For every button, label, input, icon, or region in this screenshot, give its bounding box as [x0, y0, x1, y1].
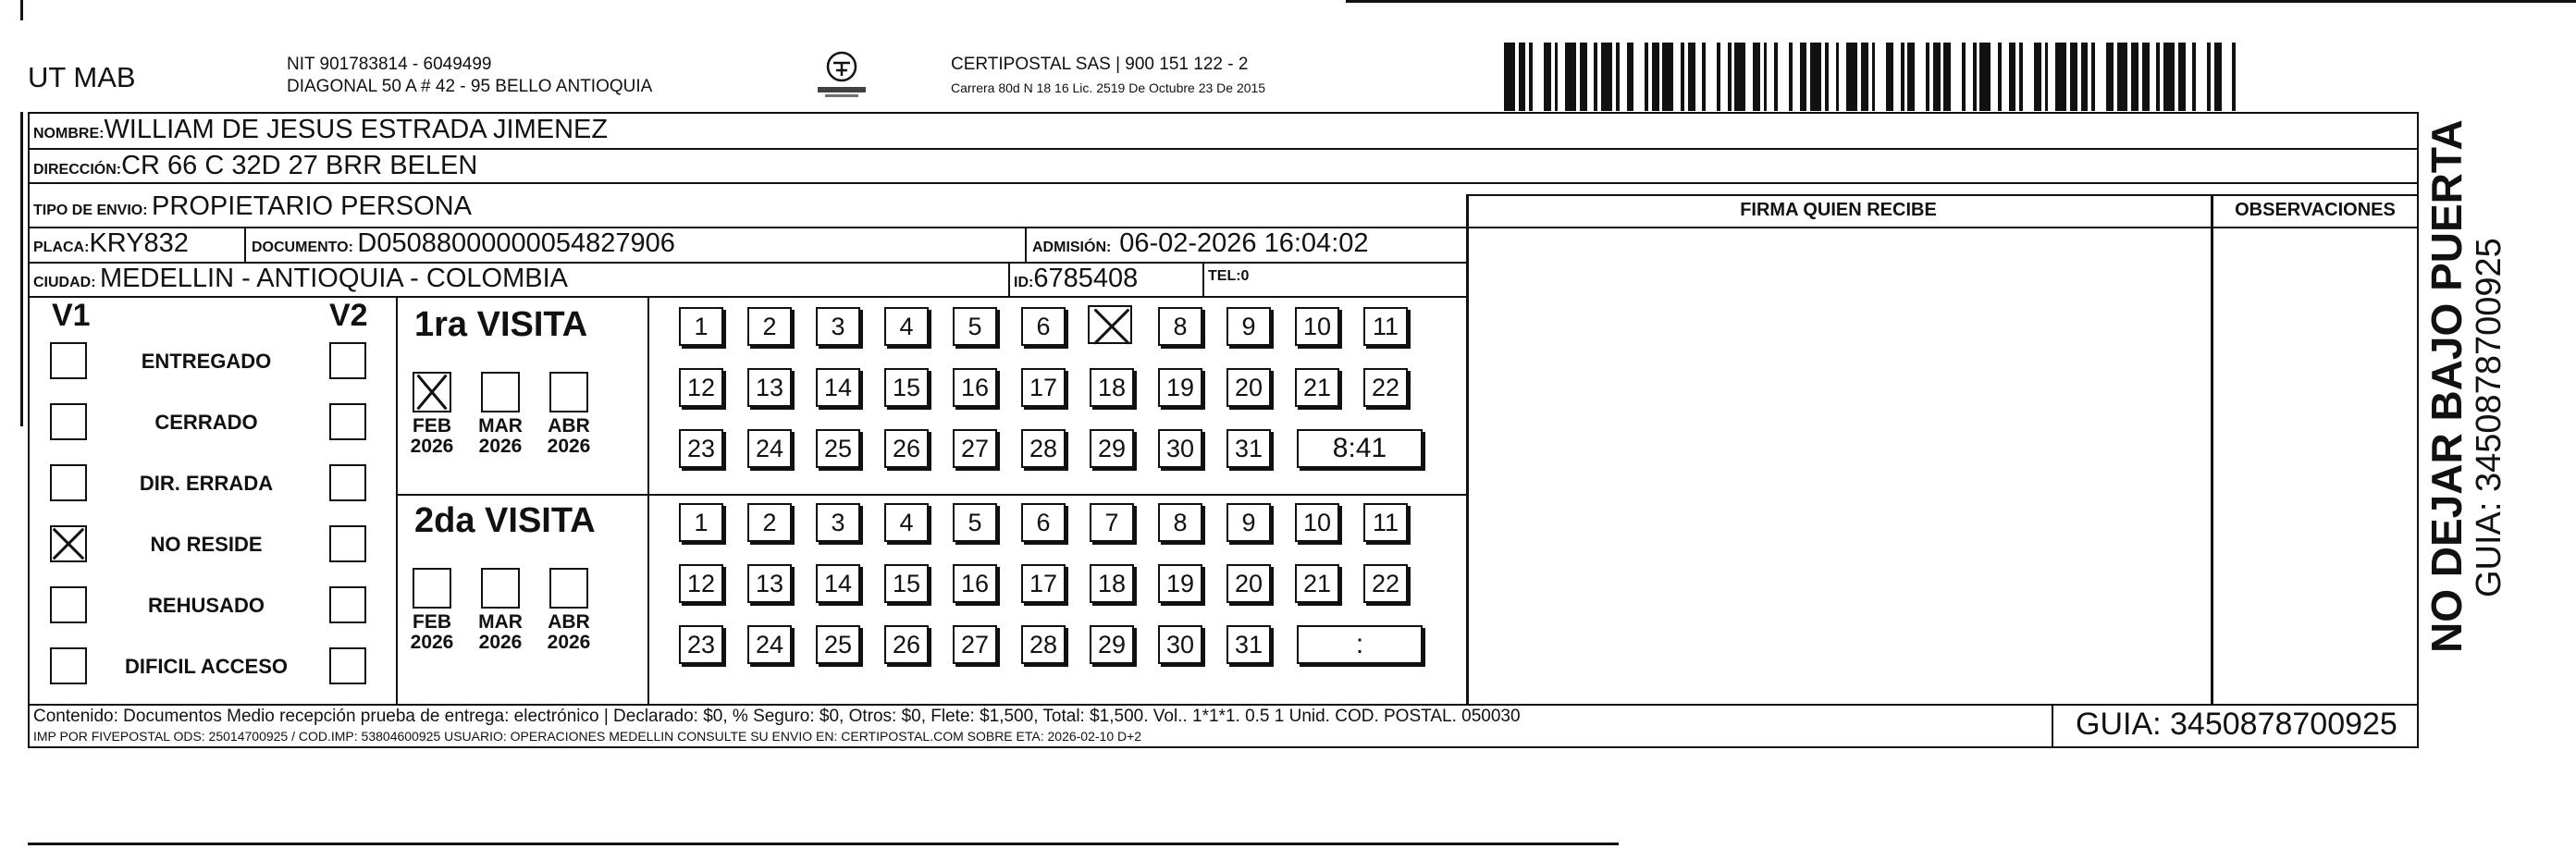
- day-box[interactable]: 19: [1158, 564, 1202, 603]
- day-box[interactable]: 24: [747, 625, 792, 664]
- barcode-bar: [1673, 43, 1681, 111]
- day-box[interactable]: 23: [679, 625, 723, 664]
- day-box[interactable]: 7: [1090, 503, 1134, 542]
- v1-checkbox[interactable]: [50, 586, 87, 623]
- month-checkbox[interactable]: [549, 372, 588, 412]
- plate-divider: [244, 227, 246, 262]
- day-box[interactable]: 5: [953, 503, 997, 542]
- day-box[interactable]: 17: [1021, 368, 1066, 407]
- barcode-bar: [1580, 43, 1587, 111]
- day-box[interactable]: 11: [1363, 503, 1408, 542]
- side-warning: NO DEJAR BAJO PUERTA: [2422, 119, 2471, 653]
- barcode-bar: [2163, 43, 2175, 111]
- day-box[interactable]: 16: [953, 564, 997, 603]
- barcode-bar: [1778, 43, 1789, 111]
- barcode-bar: [2002, 43, 2009, 111]
- barcode-bar: [2070, 43, 2077, 111]
- month-checkbox[interactable]: [481, 372, 520, 412]
- day-box[interactable]: 26: [884, 625, 929, 664]
- city-row: CIUDAD: MEDELLIN - ANTIOQUIA - COLOMBIA: [33, 264, 568, 293]
- day-box[interactable]: 20: [1226, 564, 1271, 603]
- bottom-edge-line: [28, 843, 1619, 845]
- sig-header-top: [1466, 194, 2419, 196]
- row-line: [28, 148, 2419, 150]
- visit1-title: 1ra VISITA: [414, 305, 588, 344]
- tel-row: TEL:0: [1208, 268, 1250, 284]
- type-row: TIPO DE ENVIO: PROPIETARIO PERSONA: [33, 191, 472, 221]
- barcode-bar: [2055, 43, 2066, 111]
- document: D05088000000054827906: [357, 228, 675, 258]
- barcode-bar: [1734, 43, 1745, 111]
- nit: NIT 901783814 - 6049499: [287, 55, 492, 74]
- v1-checkbox[interactable]: [50, 525, 87, 562]
- barcode-bar: [1519, 43, 1526, 111]
- v2-checkbox[interactable]: [329, 403, 366, 440]
- barcode-bar: [1688, 43, 1695, 111]
- barcode: [1504, 43, 2244, 111]
- barcode-bar: [1544, 43, 1551, 111]
- barcode-bar: [1720, 43, 1728, 111]
- day-box[interactable]: 27: [953, 429, 997, 468]
- day-box[interactable]: 11: [1363, 307, 1408, 346]
- month-year: 2026: [478, 436, 523, 457]
- row-line: [28, 296, 1466, 298]
- company-name: UT MAB: [28, 61, 136, 93]
- footer-content: Contenido: Documentos Medio recepción prueba de entrega: electrónico | Declarado: $0, % Seguro: $0, Otros: $0, Flete: $1,500, Total: $1,500. Vol.. 1*1*1. 0.5 1 Unid. COD. POSTAL. 050030: [33, 707, 1521, 726]
- city: MEDELLIN - ANTIOQUIA - COLOMBIA: [100, 264, 568, 293]
- month-label: [539, 416, 598, 457]
- day-box[interactable]: 1: [679, 503, 723, 542]
- month-year: 2026: [410, 436, 454, 457]
- visit2-title: 2da VISITA: [414, 501, 596, 540]
- sender-address: DIAGONAL 50 A # 42 - 95 BELLO ANTIOQUIA: [287, 77, 653, 96]
- certipostal-logo: [814, 50, 869, 100]
- status-option-label: ENTREGADO: [141, 350, 272, 373]
- day-box[interactable]: 12: [679, 564, 723, 603]
- barcode-bar: [1875, 43, 1886, 111]
- top-left-tick: [20, 0, 23, 20]
- day-box[interactable]: 28: [1021, 625, 1066, 664]
- v2-checkbox[interactable]: [329, 586, 366, 623]
- observations-header: OBSERVACIONES: [2235, 200, 2396, 220]
- status-option-label: DIR. ERRADA: [139, 472, 274, 495]
- barcode-bar: [2150, 43, 2157, 111]
- v1-checkbox[interactable]: [50, 403, 87, 440]
- v1-checkbox[interactable]: [50, 464, 87, 501]
- day-box[interactable]: 14: [816, 368, 860, 407]
- day-box[interactable]: 20: [1226, 368, 1271, 407]
- month-checkbox[interactable]: [413, 568, 451, 609]
- barcode-bar: [1793, 43, 1800, 111]
- day-box[interactable]: 3: [816, 307, 860, 346]
- barcode-bar: [1558, 43, 1565, 111]
- shipment-type: PROPIETARIO PERSONA: [152, 191, 472, 221]
- status-option-label: NO RESIDE: [150, 533, 263, 556]
- month-label: [471, 416, 530, 457]
- month-label: [402, 416, 462, 457]
- day-box[interactable]: 27: [953, 625, 997, 664]
- id-divider: [1008, 262, 1010, 296]
- day-box[interactable]: 22: [1363, 564, 1408, 603]
- month-year: 2026: [410, 632, 454, 653]
- barcode-bar: [2106, 43, 2114, 111]
- day-box[interactable]: 30: [1158, 625, 1202, 664]
- day-box[interactable]: 31: [1226, 625, 1271, 664]
- day-box[interactable]: 19: [1158, 368, 1202, 407]
- footer-guia: GUIA: 3450878700925: [2076, 707, 2397, 742]
- barcode-bar: [2222, 43, 2233, 111]
- month-checkbox[interactable]: [481, 568, 520, 609]
- v2-checkbox[interactable]: [329, 525, 366, 562]
- day-box[interactable]: 25: [816, 429, 860, 468]
- barcode-bar: [1620, 43, 1627, 111]
- barcode-bar: [1601, 43, 1612, 111]
- barcode-bar: [1810, 43, 1821, 111]
- day-box[interactable]: 3: [816, 503, 860, 542]
- plate: KRY832: [89, 228, 189, 258]
- row-line: [28, 182, 2419, 184]
- day-box[interactable]: 4: [884, 503, 929, 542]
- day-box[interactable]: 21: [1295, 564, 1339, 603]
- time-box[interactable]: :: [1297, 625, 1423, 664]
- carrier-address: Carrera 80d N 18 16 Lic. 2519 De Octubre 23 De 2015: [951, 80, 1266, 95]
- month-label: [539, 612, 598, 653]
- day-box[interactable]: 4: [884, 307, 929, 346]
- admission: 06-02-2026 16:04:02: [1119, 228, 1369, 258]
- barcode-bar: [2214, 43, 2222, 111]
- month-name: FEB: [413, 611, 451, 633]
- day-box[interactable]: 14: [816, 564, 860, 603]
- barcode-bar: [1745, 43, 1753, 111]
- month-name: MAR: [478, 611, 523, 633]
- tel-divider: [1202, 262, 1204, 296]
- time-box[interactable]: 8:41: [1297, 429, 1423, 468]
- day-box[interactable]: 18: [1090, 368, 1134, 407]
- barcode-bar: [1979, 43, 1991, 111]
- barcode-bar: [2023, 43, 2034, 111]
- day-box[interactable]: 10: [1295, 307, 1339, 346]
- month-checkbox[interactable]: [413, 372, 451, 412]
- barcode-bar: [2142, 43, 2150, 111]
- day-box[interactable]: 30: [1158, 429, 1202, 468]
- col-line-obs: [2211, 194, 2213, 705]
- barcode-bar: [2034, 43, 2041, 111]
- barcode-bar: [1504, 43, 1515, 111]
- day-box[interactable]: 2: [747, 503, 792, 542]
- signature-header: FIRMA QUIEN RECIBE: [1740, 200, 1937, 220]
- document-row: DOCUMENTO: D05088000000054827906: [252, 228, 675, 258]
- barcode-bar: [1533, 43, 1544, 111]
- status-option-label: DIFICIL ACCESO: [124, 655, 288, 678]
- barcode-bar: [1587, 43, 1595, 111]
- barcode-bar: [1695, 43, 1703, 111]
- visit-divider: [647, 296, 649, 704]
- barcode-bar: [1565, 43, 1576, 111]
- month-label: [471, 612, 530, 653]
- side-guia: GUIA: 3450878700925: [2470, 238, 2508, 597]
- barcode-bar: [2048, 43, 2055, 111]
- barcode-bar: [1829, 43, 1836, 111]
- day-box[interactable]: 28: [1021, 429, 1066, 468]
- plate-row: PLACA:KRY832: [33, 228, 189, 258]
- status-option-label: REHUSADO: [148, 594, 265, 617]
- month-name: MAR: [478, 415, 523, 437]
- month-name: ABR: [548, 611, 590, 633]
- day-box[interactable]: 6: [1021, 307, 1066, 346]
- barcode-bar: [1627, 43, 1634, 111]
- carrier-name: CERTIPOSTAL SAS | 900 151 122 - 2: [951, 55, 1249, 74]
- day-box[interactable]: 15: [884, 368, 929, 407]
- status-divider: [396, 296, 398, 704]
- day-box[interactable]: 5: [953, 307, 997, 346]
- day-box[interactable]: 29: [1090, 625, 1134, 664]
- recipient-name: WILLIAM DE JESUS ESTRADA JIMENEZ: [104, 115, 609, 144]
- barcode-bar: [1943, 43, 1951, 111]
- day-box[interactable]: 25: [816, 625, 860, 664]
- barcode-bar: [1800, 43, 1807, 111]
- v2-checkbox[interactable]: [329, 342, 366, 379]
- month-name: ABR: [548, 415, 590, 437]
- v1-checkbox[interactable]: [50, 342, 87, 379]
- v2-checkbox[interactable]: [329, 464, 366, 501]
- day-box[interactable]: 9: [1226, 503, 1271, 542]
- barcode-bar: [2178, 43, 2186, 111]
- footer-line: [28, 704, 2419, 706]
- id-value: 6785408: [1033, 264, 1139, 293]
- day-box[interactable]: 13: [747, 564, 792, 603]
- barcode-bar: [2236, 43, 2243, 111]
- month-name: FEB: [413, 415, 451, 437]
- day-box[interactable]: 13: [747, 368, 792, 407]
- v2-checkbox[interactable]: [329, 647, 366, 684]
- row-line: [1466, 227, 2419, 228]
- admission-row: ADMISIÓN: 06-02-2026 16:04:02: [1032, 228, 1369, 258]
- day-box[interactable]: 10: [1295, 503, 1339, 542]
- barcode-bar: [2186, 43, 2193, 111]
- barcode-bar: [1652, 43, 1659, 111]
- col-line-firma: [1466, 194, 1469, 705]
- day-box[interactable]: 8: [1158, 503, 1202, 542]
- barcode-bar: [1966, 43, 1973, 111]
- address-row: DIRECCIÓN:CR 66 C 32D 27 BRR BELEN: [33, 151, 478, 180]
- guia-divider: [2052, 704, 2053, 748]
- recipient-address: CR 66 C 32D 27 BRR BELEN: [121, 151, 478, 180]
- day-box[interactable]: 16: [953, 368, 997, 407]
- month-checkbox[interactable]: [549, 568, 588, 609]
- barcode-bar: [2009, 43, 2016, 111]
- v1-checkbox[interactable]: [50, 647, 87, 684]
- barcode-bar: [1893, 43, 1901, 111]
- day-box[interactable]: 2: [747, 307, 792, 346]
- month-year: 2026: [547, 632, 591, 653]
- admission-divider: [1025, 227, 1027, 262]
- day-box[interactable]: 6: [1021, 503, 1066, 542]
- day-box[interactable]: 23: [679, 429, 723, 468]
- name-row: NOMBRE:WILLIAM DE JESUS ESTRADA JIMENEZ: [33, 115, 609, 144]
- barcode-bar: [2131, 43, 2138, 111]
- v1-header: V1: [52, 298, 91, 333]
- day-box[interactable]: 18: [1090, 564, 1134, 603]
- barcode-bar: [2095, 43, 2106, 111]
- barcode-bar: [1861, 43, 1868, 111]
- barcode-bar: [1753, 43, 1760, 111]
- day-box[interactable]: 8: [1158, 307, 1202, 346]
- day-box[interactable]: 21: [1295, 368, 1339, 407]
- day-box[interactable]: 17: [1021, 564, 1066, 603]
- barcode-bar: [1951, 43, 1962, 111]
- top-edge-line: [1346, 0, 2576, 3]
- day-box[interactable]: 31: [1226, 429, 1271, 468]
- month-label: [402, 612, 462, 653]
- frame-top-left-tick: [20, 112, 23, 426]
- barcode-bar: [1767, 43, 1774, 111]
- barcode-bar: [2117, 43, 2128, 111]
- barcode-bar: [1933, 43, 1941, 111]
- day-box[interactable]: 26: [884, 429, 929, 468]
- barcode-bar: [1915, 43, 1926, 111]
- day-box-marked: [1088, 305, 1132, 344]
- barcode-bar: [1662, 43, 1673, 111]
- visit-split-line: [396, 494, 1466, 496]
- barcode-bar: [2196, 43, 2207, 111]
- day-box[interactable]: 12: [679, 368, 723, 407]
- day-box[interactable]: 1: [679, 307, 723, 346]
- footer-imp: IMP POR FIVEPOSTAL ODS: 25014700925 / COD.IMP: 53804600925 USUARIO: OPERACIONES MEDELLIN CONSULTE SU ENVIO EN: CERTIPOSTAL.COM SOBRE ETA: 2026-02-10 D+2: [33, 729, 1142, 744]
- month-year: 2026: [478, 632, 523, 653]
- barcode-bar: [1633, 43, 1645, 111]
- month-year: 2026: [547, 436, 591, 457]
- barcode-bar: [1846, 43, 1857, 111]
- barcode-bar: [1886, 43, 1893, 111]
- day-box[interactable]: [1090, 307, 1134, 346]
- barcode-bar: [1907, 43, 1915, 111]
- day-box[interactable]: 29: [1090, 429, 1134, 468]
- day-box[interactable]: 24: [747, 429, 792, 468]
- barcode-bar: [1839, 43, 1846, 111]
- barcode-bar: [1991, 43, 1998, 111]
- barcode-bar: [2081, 43, 2089, 111]
- id-row: ID:6785408: [1014, 264, 1139, 293]
- barcode-bar: [1706, 43, 1717, 111]
- day-box[interactable]: 15: [884, 564, 929, 603]
- status-option-label: CERRADO: [154, 411, 258, 434]
- day-box[interactable]: 22: [1363, 368, 1408, 407]
- tel-value: 0: [1240, 268, 1250, 284]
- v2-header: V2: [329, 298, 368, 333]
- day-box[interactable]: 9: [1226, 307, 1271, 346]
